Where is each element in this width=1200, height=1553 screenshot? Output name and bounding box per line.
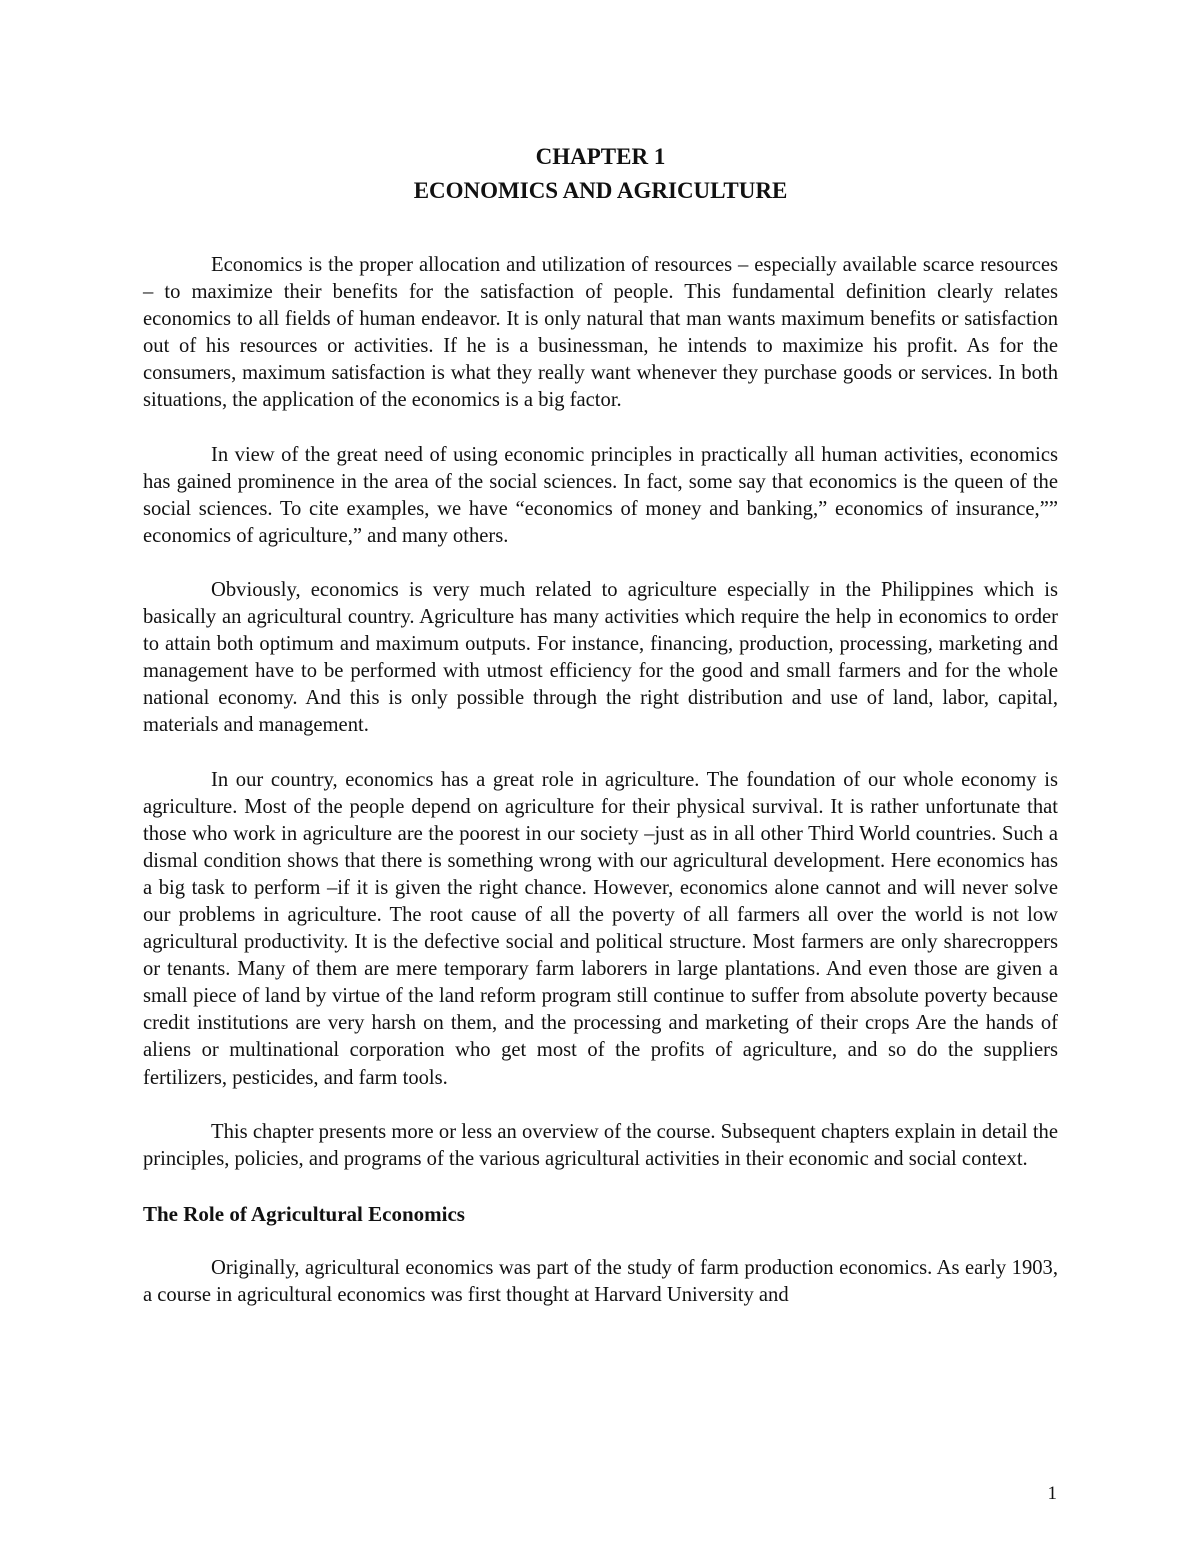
chapter-title: ECONOMICS AND AGRICULTURE: [413, 178, 788, 203]
paragraph-philippines: Obviously, economics is very much related to agriculture especially in the Philippines which is basically an agricultural country. Agriculture has many activities which require the help in economics to order to attain both optimum and maximum outputs. For instance, financing, production, processing, marketing and management have to be performed with utmost efficiency for the good and small farmers and for the whole national economy. And this is only possible through the right distribution and use of land, labor, capital, materials and management.: [143, 578, 1058, 737]
page-content: [143, 140, 1058, 1336]
page-number: 1: [1047, 1483, 1057, 1504]
paragraph-section-intro: Originally, agricultural economics was part of the study of farm production economics. As early 1903, a course in agricultural economics was first thought at Harvard University and: [143, 1256, 1058, 1306]
paragraph-role-in-country: In our country, economics has a great role in agriculture. The foundation of our whole economy is agriculture. Most of the people depend on agriculture for their physical survival. It is rather unfortunate that those who work in agriculture are the poorest in our society –just as in all other Third World countries. Such a dismal condition shows that there is something wrong with our agricultural development. Here economics has a big task to perform –if it is given the right chance. However, economics alone cannot and will never solve our problems in agriculture. The root cause of all the poverty of all farmers all over the world is not low agricultural productivity. It is the defective social and political structure. Most farmers are only sharecroppers or tenants. Many of them are mere temporary farm laborers in large plantations. And even those are given a small piece of land by virtue of the land reform program still continue to suffer from absolute poverty because credit institutions are very harsh on them, and the processing and marketing of their crops Are the hands of aliens or multinational corporation who get most of the profits of agriculture, and so do the suppliers fertilizers, pesticides, and farm tools.: [143, 768, 1058, 1089]
section-heading: The Role of Agricultural Economics: [143, 1201, 465, 1226]
paragraph-definition: Economics is the proper allocation and utilization of resources – especially available scarce resources – to maximize their benefits for the satisfaction of people. This fundamental definition clearly relates economics to all fields of human endeavor. It is only natural that man wants maximum benefits or satisfaction out of his resources or activities. If he is a businessman, he intends to maximize his profit. As for the consumers, maximum satisfaction is what they really want whenever they purchase goods or services. In both situations, the application of the economics is a big factor.: [143, 254, 1058, 412]
paragraph-chapter-overview: This chapter presents more or less an overview of the course. Subsequent chapters explain in detail the principles, policies, and programs of the various agricultural activities in their economic and social context.: [143, 1120, 1058, 1170]
chapter-number: CHAPTER 1: [535, 144, 666, 169]
paragraph-social-sciences: In view of the great need of using economic principles in practically all human activities, economics has gained prominence in the area of the social sciences. In fact, some say that economics is the queen of the social sciences. To cite examples, we have “economics of money and banking,” economics of insurance,”” economics of agriculture,” and many others.: [143, 443, 1058, 547]
